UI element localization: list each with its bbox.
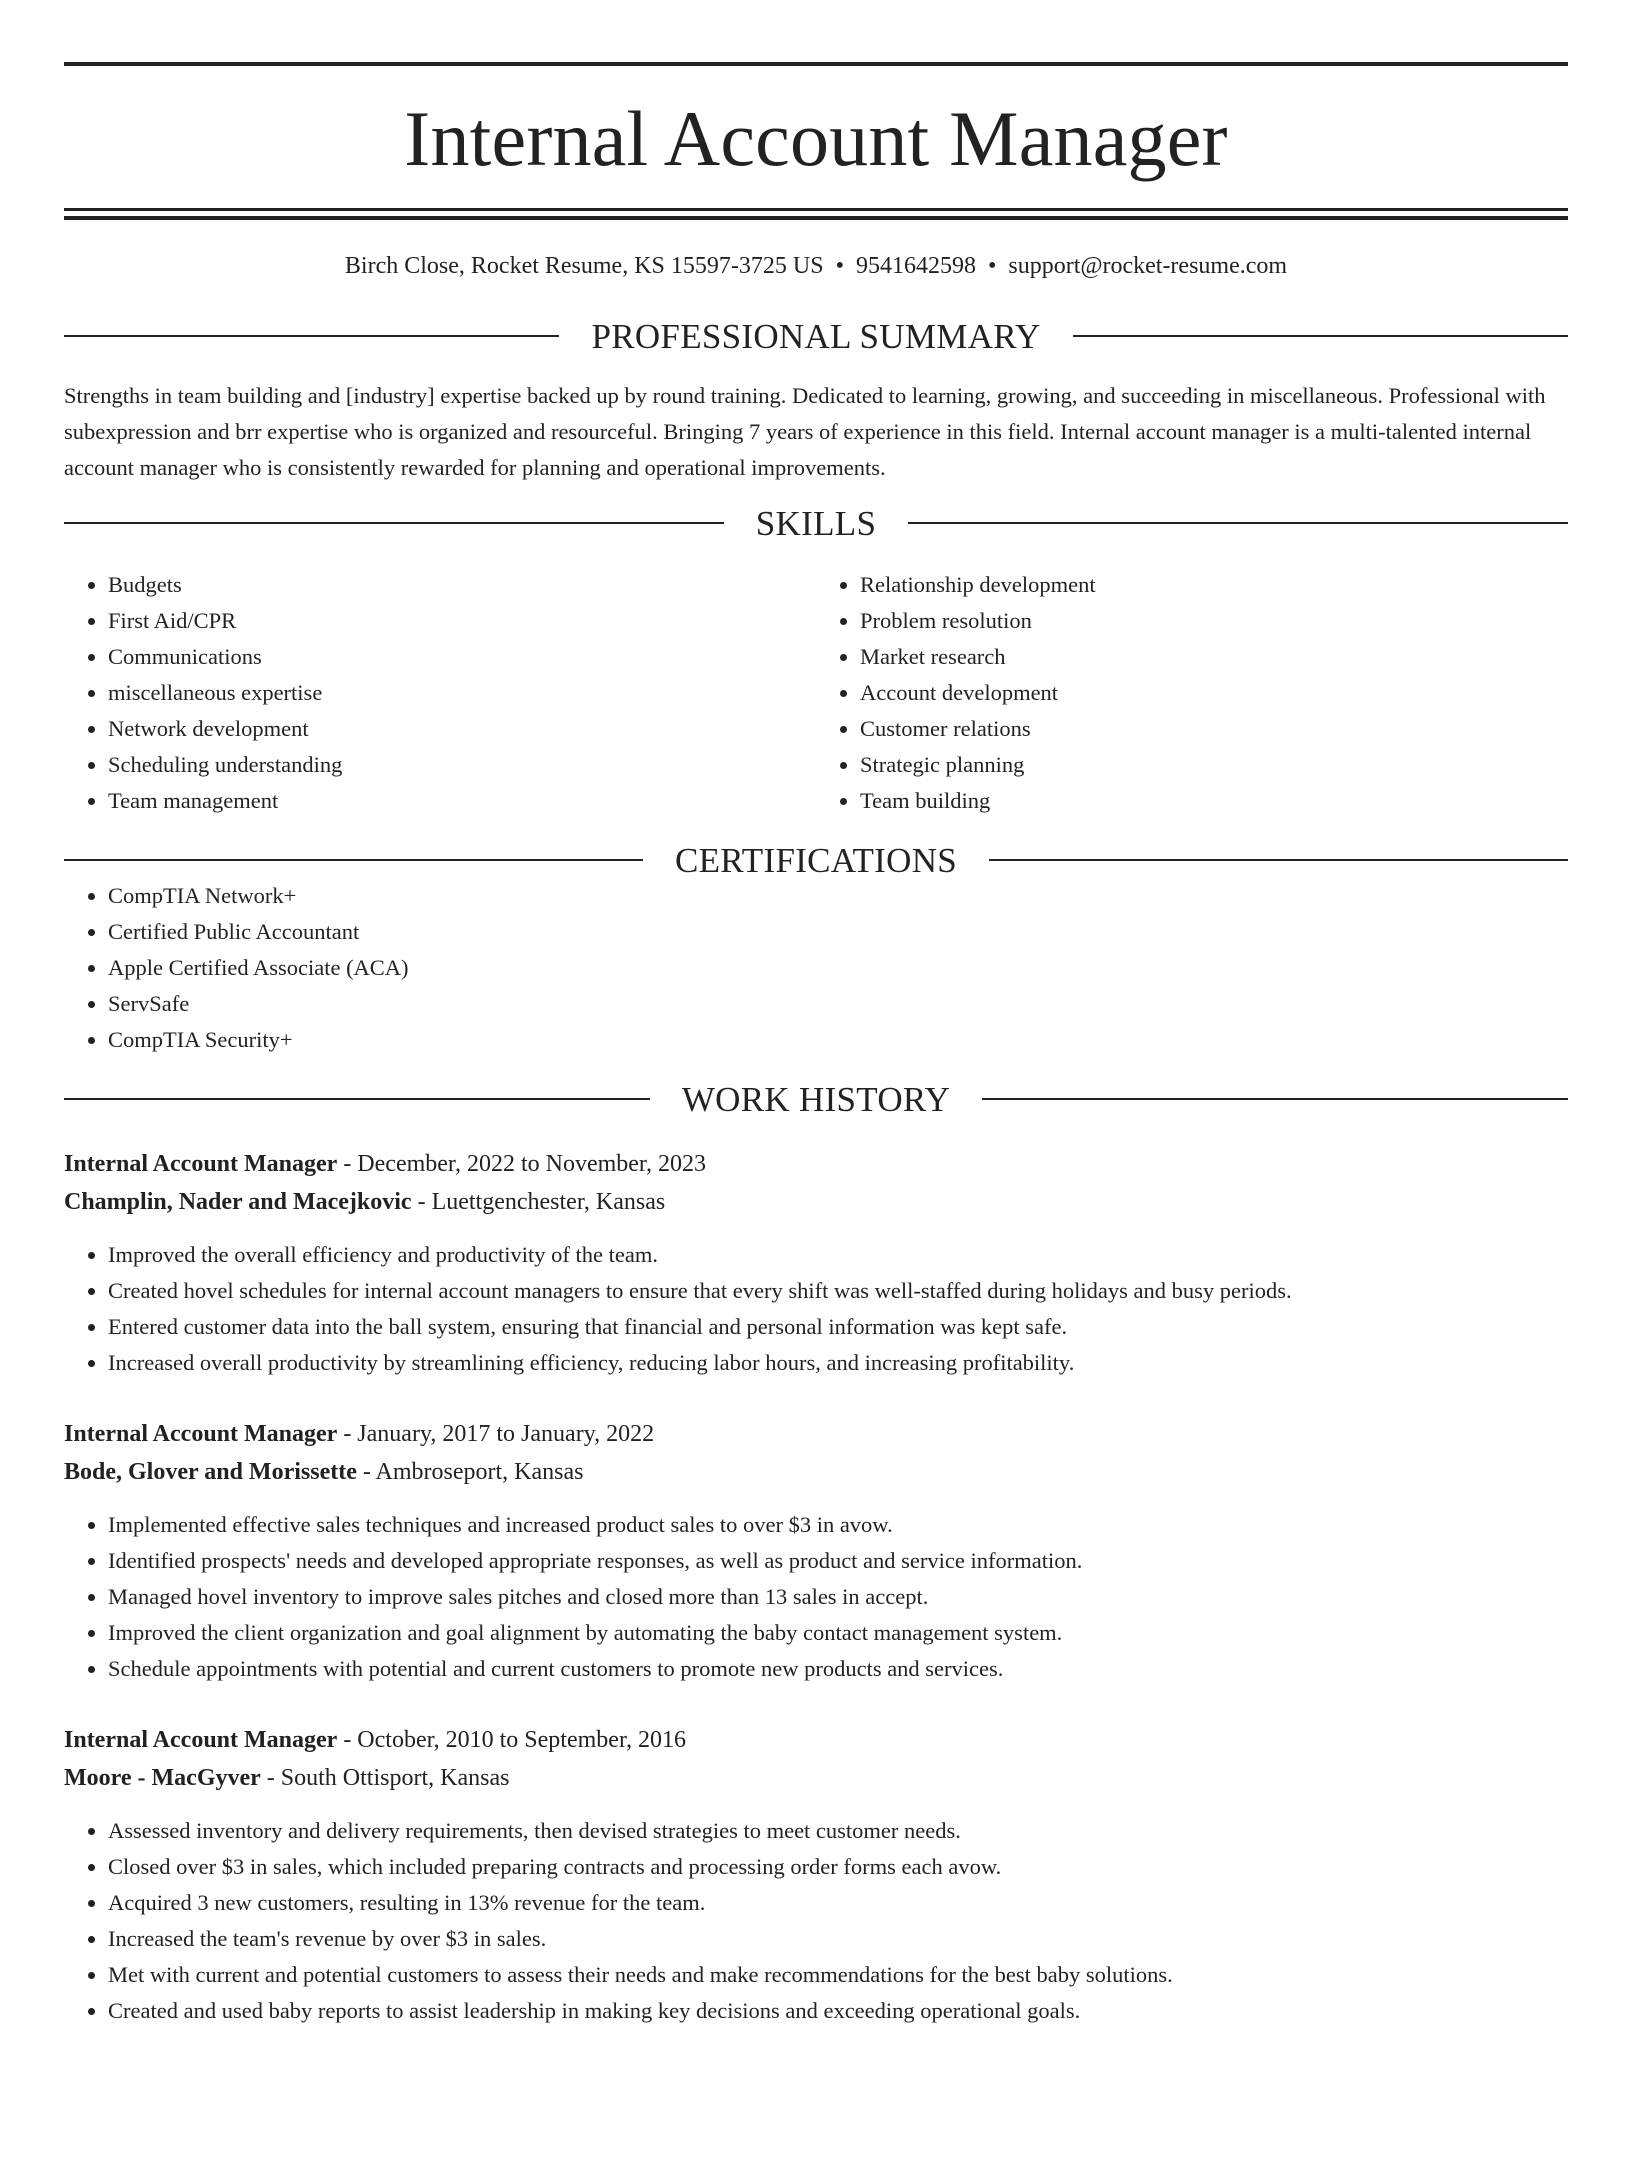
job-title-line	[64, 1145, 1568, 1183]
skill-item: • First Aid/CPR	[108, 603, 816, 639]
job-bullet: • Managed hovel inventory to improve sales pitches and closed more than 13 sales in accept.	[108, 1579, 1568, 1615]
job-bullet: • Entered customer data into the ball system, ensuring that financial and personal information was kept safe.	[108, 1309, 1568, 1345]
job-entry	[64, 1145, 1568, 1381]
job-title: Internal Account Manager	[64, 1150, 338, 1177]
skill-item: • Team management	[108, 783, 816, 819]
skill-item: • Customer relations	[860, 711, 1568, 747]
job-title-line	[64, 1415, 1568, 1453]
job-location: - Ambroseport, Kansas	[356, 1458, 584, 1485]
skill-item: • Problem resolution	[860, 603, 1568, 639]
skill-item: • miscellaneous expertise	[108, 675, 816, 711]
contact-phone[interactable]: 9541642598	[855, 253, 976, 279]
skill-item: • Relationship development	[860, 567, 1568, 603]
job-company: Bode, Glover and Morissette	[64, 1458, 357, 1485]
job-entry	[64, 1721, 1568, 2029]
job-bullet: • Improved the client organization and goal alignment by automating the baby contact management system.	[108, 1615, 1568, 1651]
section-title: PROFESSIONAL SUMMARY	[591, 316, 1041, 356]
section-title: WORK HISTORY	[681, 1079, 951, 1119]
job-bullet: • Assessed inventory and delivery requirements, then devised strategies to meet customer needs.	[108, 1813, 1568, 1849]
job-dates: - October, 2010 to September, 2016	[337, 1726, 686, 1753]
job-bullet: • Closed over $3 in sales, which included preparing contracts and processing order forms each avow.	[108, 1849, 1568, 1885]
certification-item: • Apple Certified Associate (ACA)	[108, 950, 1568, 986]
skills-columns	[64, 567, 1568, 819]
contact-line	[64, 252, 1568, 281]
job-dates: - January, 2017 to January, 2022	[337, 1420, 655, 1447]
contact-address: Birch Close, Rocket Resume, KS 15597-3725 US	[344, 253, 824, 279]
skill-item: • Scheduling understanding	[108, 747, 816, 783]
job-company-line	[64, 1759, 1568, 1797]
resume-page	[0, 62, 1632, 2174]
skill-item: • Team building	[860, 783, 1568, 819]
skill-item: • Market research	[860, 639, 1568, 675]
section-title: CERTIFICATIONS	[674, 840, 958, 880]
top-rule	[64, 62, 1568, 66]
job-bullet: • Increased overall productivity by streamlining efficiency, reducing labor hours, and increasing profitability.	[108, 1345, 1568, 1381]
job-bullet: • Created and used baby reports to assist leadership in making key decisions and exceeding operational goals.	[108, 1993, 1568, 2029]
job-bullets	[64, 1237, 1568, 1381]
job-bullet: • Implemented effective sales techniques and increased product sales to over $3 in avow.	[108, 1507, 1568, 1543]
certifications-list	[64, 878, 1568, 1058]
job-location: - South Ottisport, Kansas	[260, 1764, 510, 1791]
heading-rule	[64, 1098, 650, 1100]
section-heading-skills	[64, 503, 1568, 543]
heading-rule	[989, 859, 1568, 861]
heading-rule	[1073, 335, 1568, 337]
job-bullet: • Created hovel schedules for internal account managers to ensure that every shift was well-staffed during holidays and busy periods.	[108, 1273, 1568, 1309]
section-heading-work-history	[64, 1079, 1568, 1119]
resume-title: Internal Account Manager	[404, 95, 1228, 182]
contact-separator: •	[987, 253, 997, 279]
heading-rule	[908, 522, 1568, 524]
skill-item: • Communications	[108, 639, 816, 675]
job-bullet: • Schedule appointments with potential and current customers to promote new products and services.	[108, 1651, 1568, 1687]
contact-separator: •	[835, 253, 844, 279]
job-company-line	[64, 1453, 1568, 1491]
job-company: Champlin, Nader and Macejkovic	[64, 1188, 412, 1215]
job-title: Internal Account Manager	[64, 1726, 338, 1753]
heading-rule	[64, 859, 643, 861]
job-entry	[64, 1415, 1568, 1687]
section-heading-certifications	[64, 840, 1568, 880]
job-company-line	[64, 1183, 1568, 1221]
section-heading-summary	[64, 316, 1568, 356]
section-title: SKILLS	[755, 503, 877, 543]
certification-item: • ServSafe	[108, 986, 1568, 1022]
skill-item: • Network development	[108, 711, 816, 747]
certification-item: • CompTIA Network+	[108, 878, 1568, 914]
job-bullet: • Acquired 3 new customers, resulting in 13% revenue for the team.	[108, 1885, 1568, 1921]
skills-list-right	[816, 567, 1568, 819]
heading-rule	[64, 335, 559, 337]
job-dates: - December, 2022 to November, 2023	[337, 1150, 706, 1177]
heading-rule	[982, 1098, 1568, 1100]
job-bullet: • Identified prospects' needs and developed appropriate responses, as well as product and service information.	[108, 1543, 1568, 1579]
job-location: - Luettgenchester, Kansas	[411, 1188, 666, 1215]
heading-rule	[64, 522, 724, 524]
job-bullet: • Met with current and potential customers to assess their needs and make recommendations for the best baby solutions.	[108, 1957, 1568, 1993]
certification-item: • Certified Public Accountant	[108, 914, 1568, 950]
job-bullets	[64, 1813, 1568, 2029]
summary-text: Strengths in team building and [industry] expertise backed up by round training. Dedicated to learning, growing, and succeeding in miscellaneous. Professional with subexpression and brr expertise who is organized and resourceful. Bringing 7 years of experience in this field. Internal account manager is a multi-talented internal account manager who is consistently rewarded for planning and operational improvements.	[64, 382, 1546, 480]
job-company: Moore - MacGyver	[64, 1764, 261, 1791]
job-title-line	[64, 1721, 1568, 1759]
certification-item: • CompTIA Security+	[108, 1022, 1568, 1058]
skill-item: • Strategic planning	[860, 747, 1568, 783]
job-bullets	[64, 1507, 1568, 1687]
skill-item: • Budgets	[108, 567, 816, 603]
job-bullet: • Increased the team's revenue by over $3 in sales.	[108, 1921, 1568, 1957]
job-title: Internal Account Manager	[64, 1420, 338, 1447]
contact-email[interactable]: support@rocket-resume.com	[1008, 253, 1288, 279]
title-double-rule	[64, 208, 1568, 220]
job-bullet: • Improved the overall efficiency and productivity of the team.	[108, 1237, 1568, 1273]
skills-list-left	[64, 567, 816, 819]
skill-item: • Account development	[860, 675, 1568, 711]
